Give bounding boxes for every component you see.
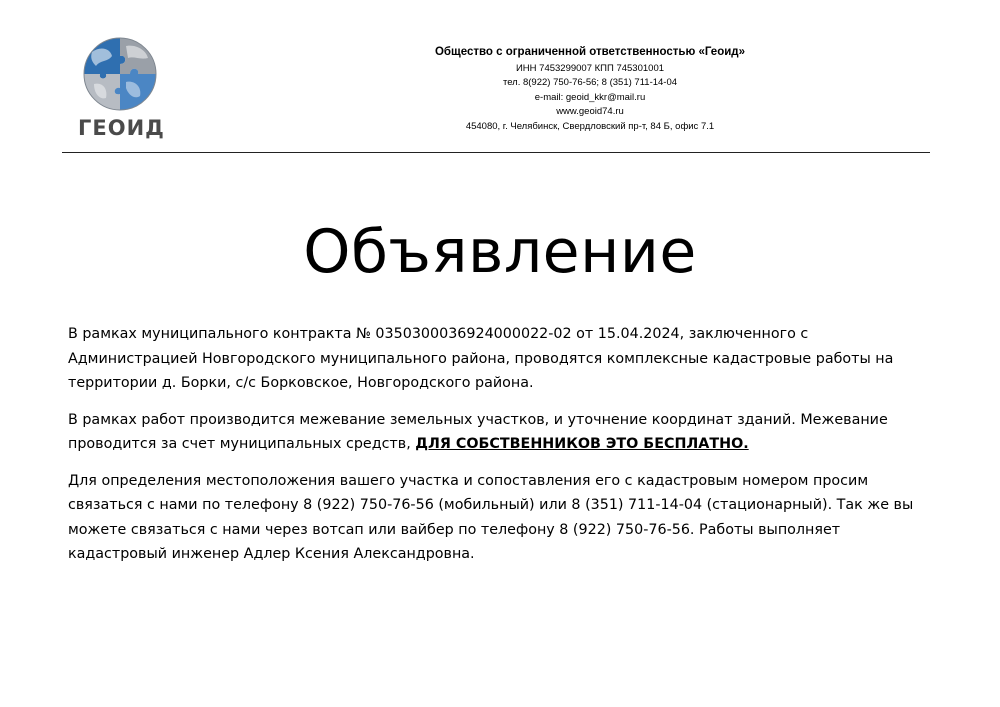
company-logo	[72, 30, 172, 140]
company-inn-kpp: ИНН 7453299007 КПП 745301001	[515, 62, 665, 74]
company-details	[390, 45, 790, 134]
paragraph-contacts: Для определения местоположения вашего участка и сопоставления его с кадастровым номером просим связаться с нами по телефону 8 (922) 750-76-56 (мобильный) или 8 (351) 711-14-04 (стационарный). Так же вы можете связаться с нами через вотсап или вайбер по телефону 8 (922) 750-76-56. Работы выполняет кадастровый инженер Адлер Ксения Александровна.	[68, 472, 914, 562]
company-email: e-mail: geoid_kkr@mail.ru	[534, 91, 646, 103]
paragraph-survey	[68, 408, 938, 457]
globe-puzzle-icon	[80, 34, 160, 114]
header-divider	[62, 152, 930, 153]
paragraph-contract: В рамках муниципального контракта № 0350300036924000022-02 от 15.04.2024, заключенного с Администрацией Новгородского муниципального района, проводятся комплексные кадастровые работы на территории д. Борки, с/с Борковское, Новгородского района.	[68, 326, 894, 391]
company-address: 454080, г. Челябинск, Свердловский пр-т, 84 Б, офис 7.1	[465, 120, 715, 132]
company-phones: тел. 8(922) 750-76-56; 8 (351) 711-14-04	[502, 77, 678, 88]
company-website: www.geoid74.ru	[556, 106, 624, 117]
logo-text: ГЕОИД	[78, 116, 165, 140]
page-title: Объявление	[303, 217, 697, 287]
announcement-body	[68, 322, 938, 579]
free-for-owners-notice: ДЛЯ СОБСТВЕННИКОВ ЭТО БЕСПЛАТНО.	[415, 436, 749, 452]
company-name: Общество с ограниченной ответственностью «Геоид»	[434, 46, 745, 58]
paragraph-survey-text: В рамках работ производится межевание земельных участков, и уточнение координат зданий. Межевание проводится за счет муниципальных средств,	[68, 411, 888, 452]
